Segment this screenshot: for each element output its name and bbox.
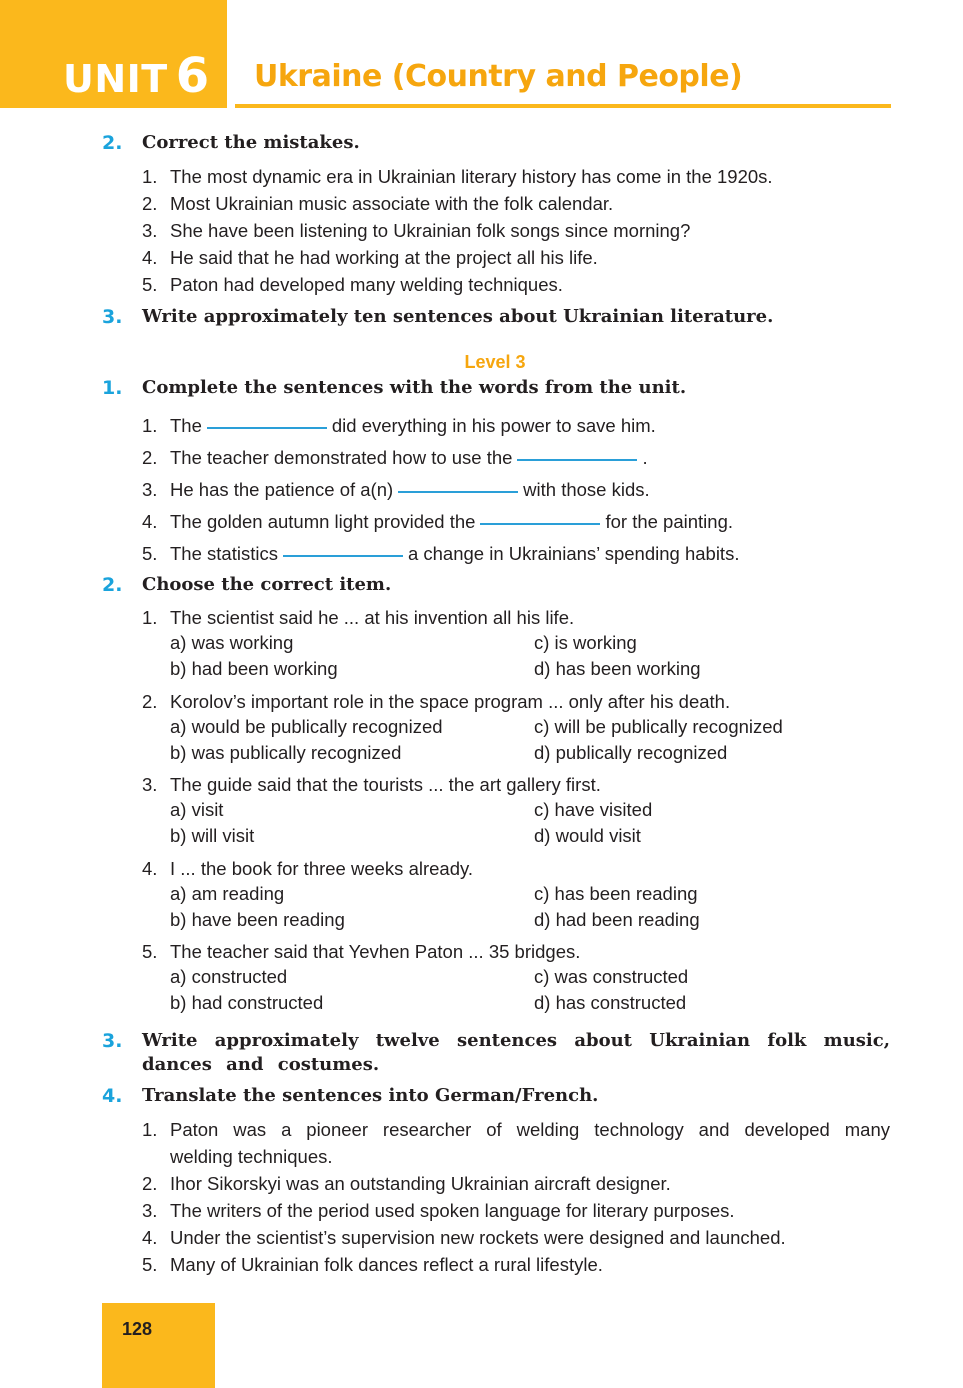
task-number: 3. bbox=[102, 1030, 123, 1052]
item-text-before: The bbox=[170, 415, 202, 436]
task-instruction: Correct the mistakes. bbox=[142, 132, 360, 153]
question-text: The teacher said that Yevhen Paton ... 35 bridges. bbox=[170, 941, 581, 962]
option-c[interactable]: c) has been reading bbox=[534, 883, 698, 904]
question bbox=[142, 855, 473, 882]
option-b[interactable]: b) was publically recognized bbox=[170, 742, 402, 763]
question-number: 1. bbox=[142, 607, 158, 628]
option-c[interactable]: c) have visited bbox=[534, 799, 653, 820]
answer-blank[interactable] bbox=[207, 427, 327, 429]
option-b[interactable]: b) had been working bbox=[170, 658, 338, 679]
question-number: 4. bbox=[142, 858, 158, 879]
task-number: 2. bbox=[102, 574, 123, 596]
option-b[interactable]: b) had constructed bbox=[170, 992, 324, 1013]
unit-number: 6 bbox=[175, 48, 210, 104]
answer-blank[interactable] bbox=[398, 491, 518, 493]
option-d[interactable]: d) had been reading bbox=[534, 909, 700, 930]
item-number: 3. bbox=[142, 479, 158, 500]
list-item bbox=[142, 190, 613, 217]
page-number: 128 bbox=[122, 1319, 153, 1339]
option-d[interactable]: d) publically recognized bbox=[534, 742, 728, 763]
answer-blank[interactable] bbox=[283, 555, 403, 557]
question-number: 2. bbox=[142, 691, 158, 712]
item-number: 4. bbox=[142, 247, 158, 268]
option-c[interactable]: c) will be publically recognized bbox=[534, 716, 783, 737]
item-text-before: The statistics bbox=[170, 543, 278, 564]
item-text-continued: welding techniques. bbox=[170, 1146, 333, 1167]
item-number: 2. bbox=[142, 447, 158, 468]
list-item bbox=[142, 476, 650, 503]
option-a[interactable]: a) would be publically recognized bbox=[170, 716, 443, 737]
task-instruction: Choose the correct item. bbox=[142, 574, 392, 595]
list-item bbox=[142, 163, 773, 190]
item-text: Under the scientist’s supervision new rockets were designed and launched. bbox=[170, 1227, 786, 1248]
task-instruction: Write approximately ten sentences about Ukrainian literature. bbox=[142, 306, 774, 327]
task-number: 2. bbox=[102, 132, 123, 154]
option-d[interactable]: d) has been working bbox=[534, 658, 701, 679]
list-item bbox=[142, 412, 656, 439]
option-a[interactable]: a) am reading bbox=[170, 883, 285, 904]
task-instruction: Write approximately twelve sentences about Ukrainian folk music, dances and costumes. bbox=[142, 1030, 890, 1075]
option-a[interactable]: a) was working bbox=[170, 632, 294, 653]
item-number: 5. bbox=[142, 543, 158, 564]
question-text: The scientist said he ... at his invention all his life. bbox=[170, 607, 575, 628]
item-number: 1. bbox=[142, 1119, 158, 1140]
page-number-tab bbox=[102, 1303, 215, 1388]
list-item bbox=[142, 244, 598, 271]
question-number: 5. bbox=[142, 941, 158, 962]
unit-word: UNIT bbox=[63, 57, 168, 101]
item-number: 2. bbox=[142, 193, 158, 214]
question bbox=[142, 688, 730, 715]
list-item bbox=[142, 508, 733, 535]
list-item bbox=[142, 1251, 603, 1278]
question-text: The guide said that the tourists ... the art gallery first. bbox=[170, 774, 601, 795]
item-text-after: . bbox=[642, 447, 648, 468]
item-number: 1. bbox=[142, 415, 158, 436]
option-a[interactable]: a) visit bbox=[170, 799, 224, 820]
option-b[interactable]: b) will visit bbox=[170, 825, 255, 846]
task-number: 4. bbox=[102, 1085, 123, 1107]
question-text: Korolov’s important role in the space program ... only after his death. bbox=[170, 691, 731, 712]
question bbox=[142, 771, 601, 798]
task-number: 3. bbox=[102, 306, 123, 328]
list-item bbox=[142, 1197, 735, 1224]
item-text-after: did everything in his power to save him. bbox=[331, 415, 656, 436]
item-text: He said that he had working at the project all his life. bbox=[170, 247, 598, 268]
item-number: 3. bbox=[142, 1200, 158, 1221]
title-underline bbox=[235, 104, 891, 108]
question bbox=[142, 604, 574, 631]
list-item bbox=[142, 540, 739, 567]
item-text: Many of Ukrainian folk dances reflect a rural lifestyle. bbox=[170, 1254, 603, 1275]
task-number: 1. bbox=[102, 377, 123, 399]
item-number: 4. bbox=[142, 1227, 158, 1248]
page-title: Ukraine (Country and People) bbox=[254, 59, 743, 94]
task-instruction: Complete the sentences with the words from the unit. bbox=[142, 377, 687, 398]
list-item bbox=[142, 1224, 786, 1251]
item-number: 3. bbox=[142, 220, 158, 241]
item-text-after: with those kids. bbox=[523, 479, 650, 500]
item-number: 5. bbox=[142, 274, 158, 295]
option-d[interactable]: d) would visit bbox=[534, 825, 641, 846]
list-item bbox=[142, 271, 563, 298]
list-item bbox=[142, 444, 648, 471]
answer-blank[interactable] bbox=[480, 523, 600, 525]
item-text: Paton was a pioneer researcher of welding technology and developed many bbox=[170, 1119, 890, 1140]
item-text: Most Ukrainian music associate with the folk calendar. bbox=[170, 193, 614, 214]
item-text: She have been listening to Ukrainian folk songs since morning? bbox=[170, 220, 691, 241]
item-number: 5. bbox=[142, 1254, 158, 1275]
item-text-before: He has the patience of a(n) bbox=[170, 479, 394, 500]
item-number: 1. bbox=[142, 166, 158, 187]
question bbox=[142, 938, 580, 965]
item-text-before: The golden autumn light provided the bbox=[170, 511, 476, 532]
item-text-after: a change in Ukrainians’ spending habits. bbox=[407, 543, 740, 564]
item-line bbox=[142, 1116, 890, 1143]
question-text: I ... the book for three weeks already. bbox=[170, 858, 474, 879]
answer-blank[interactable] bbox=[517, 459, 637, 461]
option-b[interactable]: b) have been reading bbox=[170, 909, 345, 930]
level-heading: Level 3 bbox=[464, 352, 526, 372]
item-number: 4. bbox=[142, 511, 158, 532]
item-text-before: The teacher demonstrated how to use the bbox=[170, 447, 513, 468]
item-text: The most dynamic era in Ukrainian literary history has come in the 1920s. bbox=[170, 166, 773, 187]
option-c[interactable]: c) is working bbox=[534, 632, 637, 653]
question-number: 3. bbox=[142, 774, 158, 795]
item-text: Paton had developed many welding techniques. bbox=[170, 274, 563, 295]
option-d[interactable]: d) has constructed bbox=[534, 992, 687, 1013]
list-item bbox=[142, 1116, 890, 1170]
task-instruction: Translate the sentences into German/French. bbox=[142, 1085, 599, 1106]
item-text-after: for the painting. bbox=[605, 511, 733, 532]
unit-label bbox=[63, 48, 210, 104]
option-c[interactable]: c) was constructed bbox=[534, 966, 689, 987]
item-text: Ihor Sikorskyi was an outstanding Ukrainian aircraft designer. bbox=[170, 1173, 671, 1194]
item-text: The writers of the period used spoken language for literary purposes. bbox=[170, 1200, 735, 1221]
item-number: 2. bbox=[142, 1173, 158, 1194]
list-item bbox=[142, 1170, 671, 1197]
list-item bbox=[142, 217, 690, 244]
option-a[interactable]: a) constructed bbox=[170, 966, 288, 987]
